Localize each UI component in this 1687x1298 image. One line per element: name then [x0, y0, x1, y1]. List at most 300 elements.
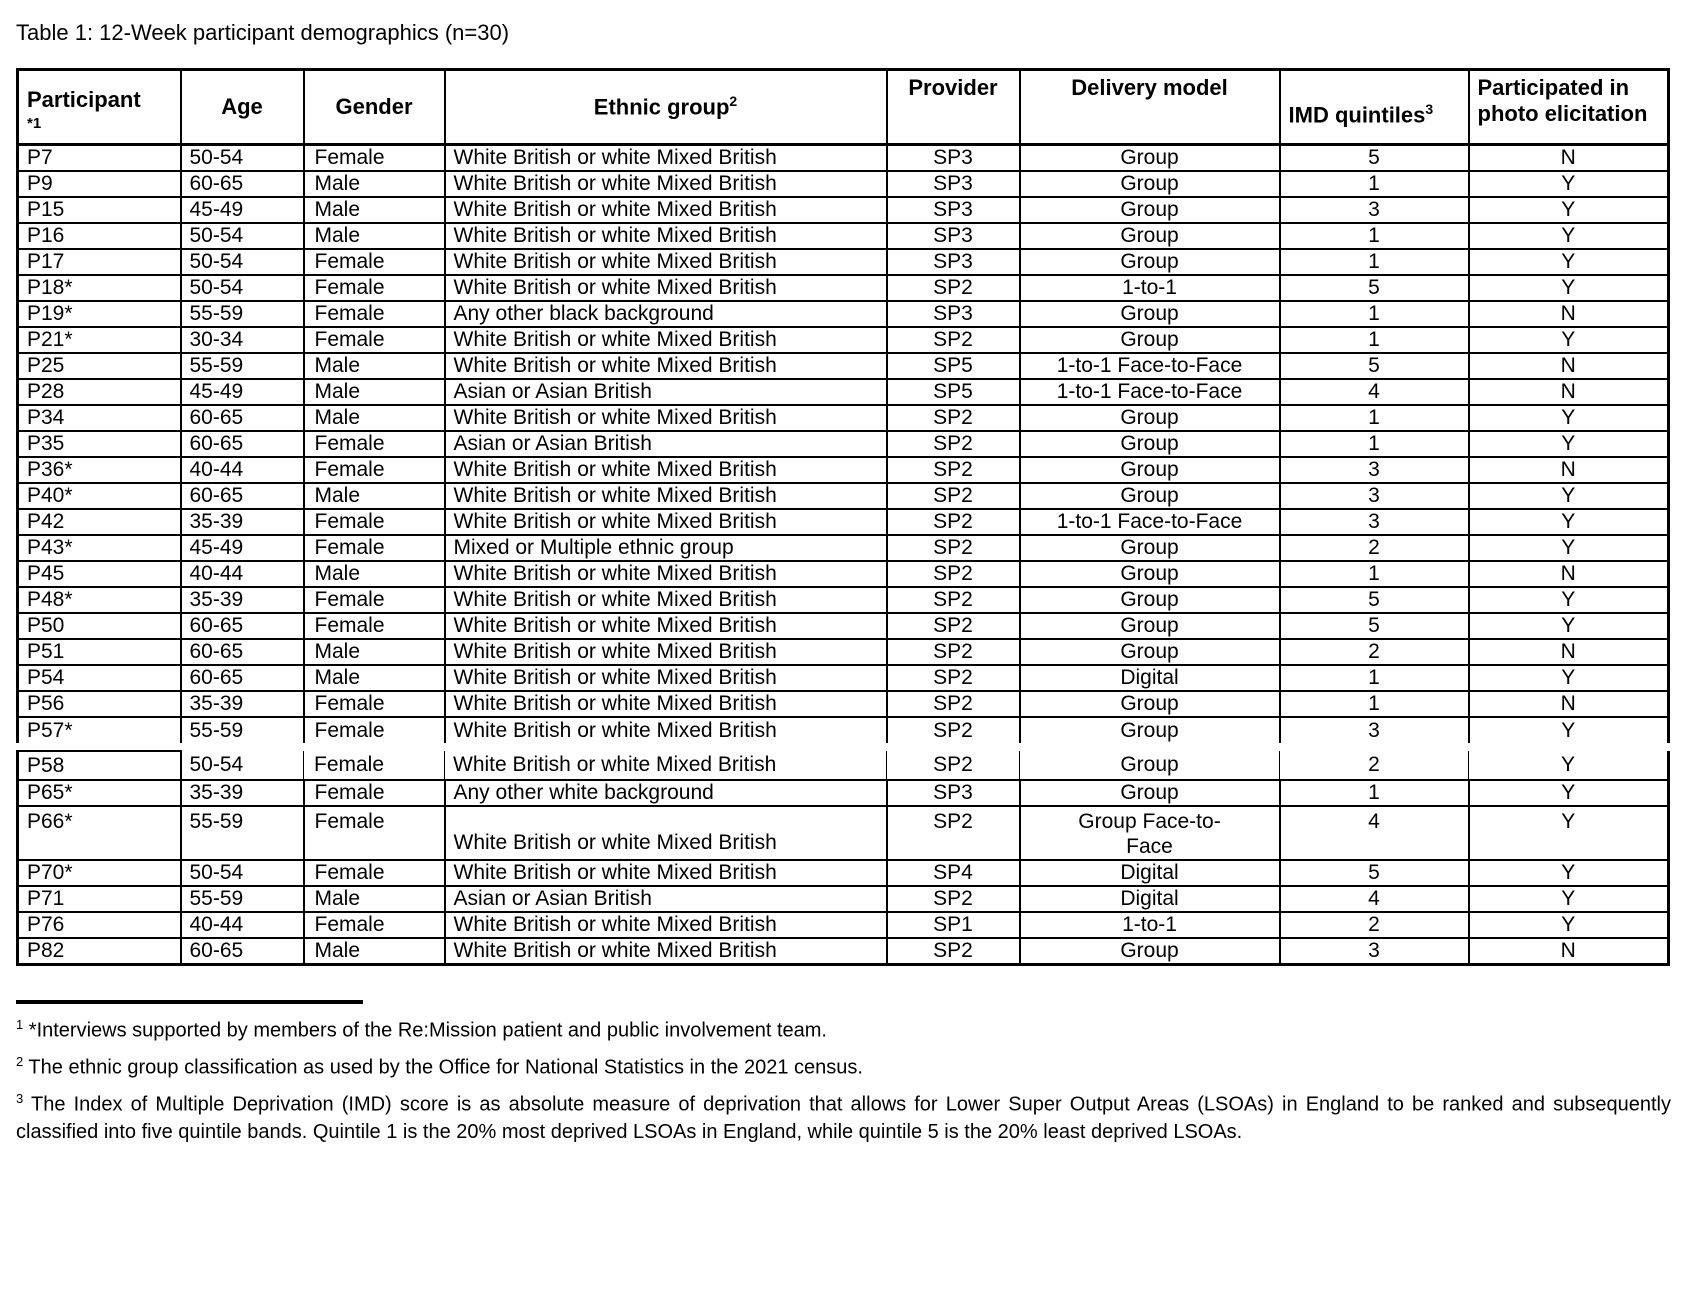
cell-ethnic: White British or white Mixed British: [445, 457, 887, 483]
col-header-note: *1: [27, 115, 42, 133]
cell-participant: P56: [18, 691, 181, 717]
cell-ethnic: White British or white Mixed British: [445, 587, 887, 613]
cell-photo: Y: [1469, 780, 1669, 806]
cell-imd: 1: [1280, 301, 1469, 327]
cell-gender: Female: [304, 301, 445, 327]
cell-provider: SP2: [887, 561, 1020, 587]
cell-participant: P76: [18, 912, 181, 938]
cell-ethnic: White British or white Mixed British: [445, 938, 887, 965]
cell-gender: Male: [304, 197, 445, 223]
cell-participant: P35: [18, 431, 181, 457]
cell-photo: Y: [1469, 197, 1669, 223]
table-row: [18, 886, 1669, 912]
cell-provider: SP3: [887, 197, 1020, 223]
cell-ethnic: White British or white Mixed British: [445, 751, 887, 780]
cell-provider: SP2: [887, 665, 1020, 691]
cell-delivery: Group: [1020, 483, 1280, 509]
footnote: [16, 1053, 1671, 1081]
cell-provider: SP3: [887, 171, 1020, 197]
demographics-table-continued: [16, 750, 1670, 966]
col-header-label: Ethnic group: [593, 94, 730, 120]
cell-age: 60-65: [181, 483, 304, 509]
cell-imd: 1: [1280, 691, 1469, 717]
page-break-gap: [16, 743, 1671, 750]
cell-provider: SP4: [887, 860, 1020, 886]
cell-delivery: Digital: [1020, 886, 1280, 912]
cell-photo: N: [1469, 145, 1669, 172]
cell-gender: Female: [304, 431, 445, 457]
cell-ethnic: White British or white Mixed British: [445, 353, 887, 379]
cell-provider: SP2: [887, 587, 1020, 613]
cell-ethnic: White British or white Mixed British: [445, 405, 887, 431]
cell-imd: 2: [1280, 535, 1469, 561]
cell-ethnic: White British or white Mixed British: [445, 806, 887, 860]
cell-ethnic: Any other white background: [445, 780, 887, 806]
cell-photo: Y: [1469, 483, 1669, 509]
cell-gender: Female: [304, 327, 445, 353]
cell-delivery: Group: [1020, 249, 1280, 275]
cell-participant: P25: [18, 353, 181, 379]
cell-imd: 1: [1280, 780, 1469, 806]
footnote: [16, 1016, 1671, 1044]
footnote: [16, 1090, 1671, 1144]
cell-gender: Female: [304, 509, 445, 535]
cell-gender: Male: [304, 561, 445, 587]
cell-age: 50-54: [181, 249, 304, 275]
cell-imd: 1: [1280, 249, 1469, 275]
cell-imd: 1: [1280, 171, 1469, 197]
col-header-label: Provider: [908, 75, 998, 100]
cell-age: 60-65: [181, 613, 304, 639]
cell-age: 60-65: [181, 431, 304, 457]
cell-gender: Male: [304, 379, 445, 405]
cell-imd: 1: [1280, 561, 1469, 587]
table-row: [18, 457, 1669, 483]
cell-delivery: Group: [1020, 223, 1280, 249]
table-row: [18, 780, 1669, 806]
cell-imd: 1: [1280, 405, 1469, 431]
cell-photo: Y: [1469, 665, 1669, 691]
cell-delivery: Group: [1020, 561, 1280, 587]
cell-ethnic: White British or white Mixed British: [445, 717, 887, 743]
cell-participant: P58: [18, 751, 181, 780]
col-header-footnote-ref: 2: [729, 93, 738, 110]
cell-participant: P36*: [18, 457, 181, 483]
cell-imd: 2: [1280, 912, 1469, 938]
cell-delivery: Group: [1020, 197, 1280, 223]
cell-age: 45-49: [181, 379, 304, 405]
cell-delivery: 1-to-1 Face-to-Face: [1020, 353, 1280, 379]
cell-provider: SP2: [887, 691, 1020, 717]
cell-photo: Y: [1469, 275, 1669, 301]
footnote-text: The ethnic group classification as used by the Office for National Statistics in the 2021 census.: [23, 1057, 863, 1080]
col-header-imd: [1280, 70, 1469, 145]
cell-photo: Y: [1469, 806, 1669, 860]
cell-delivery: Group: [1020, 327, 1280, 353]
cell-age: 55-59: [181, 717, 304, 743]
cell-provider: SP5: [887, 379, 1020, 405]
cell-imd: 3: [1280, 938, 1469, 965]
cell-participant: P7: [18, 145, 181, 172]
cell-ethnic: White British or white Mixed British: [445, 145, 887, 172]
cell-age: 40-44: [181, 457, 304, 483]
cell-participant: P17: [18, 249, 181, 275]
cell-participant: P15: [18, 197, 181, 223]
cell-imd: 5: [1280, 613, 1469, 639]
cell-provider: SP2: [887, 751, 1020, 780]
col-header-delivery: [1020, 70, 1280, 145]
cell-ethnic: Asian or Asian British: [445, 379, 887, 405]
cell-photo: Y: [1469, 327, 1669, 353]
cell-participant: P50: [18, 613, 181, 639]
cell-delivery: Group: [1020, 431, 1280, 457]
cell-participant: P66*: [18, 806, 181, 860]
cell-provider: SP2: [887, 405, 1020, 431]
cell-age: 45-49: [181, 535, 304, 561]
cell-age: 40-44: [181, 912, 304, 938]
cell-participant: P71: [18, 886, 181, 912]
cell-delivery: Group: [1020, 780, 1280, 806]
cell-participant: P51: [18, 639, 181, 665]
cell-age: 60-65: [181, 405, 304, 431]
demographics-table: [16, 68, 1670, 743]
col-header-photo: [1469, 70, 1669, 145]
table-row: [18, 613, 1669, 639]
cell-age: 55-59: [181, 301, 304, 327]
cell-imd: 3: [1280, 509, 1469, 535]
cell-gender: Male: [304, 171, 445, 197]
cell-gender: Female: [304, 535, 445, 561]
table-row: [18, 197, 1669, 223]
cell-delivery: Group: [1020, 751, 1280, 780]
footnote-separator: [16, 1000, 363, 1004]
cell-imd: 1: [1280, 431, 1469, 457]
cell-ethnic: White British or white Mixed British: [445, 171, 887, 197]
col-header-label: IMD quintiles: [1288, 102, 1426, 128]
table-row: [18, 301, 1669, 327]
cell-imd: 3: [1280, 717, 1469, 743]
table-row: [18, 249, 1669, 275]
cell-delivery: Group: [1020, 613, 1280, 639]
cell-age: 50-54: [181, 145, 304, 172]
footnote-marker: 2: [16, 1054, 24, 1070]
cell-photo: Y: [1469, 717, 1669, 743]
col-header-participant: [18, 70, 181, 145]
table-row: [18, 639, 1669, 665]
cell-participant: P65*: [18, 780, 181, 806]
col-header-label: Participant: [27, 87, 141, 112]
cell-ethnic: White British or white Mixed British: [445, 223, 887, 249]
cell-participant: P45: [18, 561, 181, 587]
cell-participant: P21*: [18, 327, 181, 353]
cell-gender: Male: [304, 353, 445, 379]
cell-gender: Female: [304, 275, 445, 301]
cell-participant: P34: [18, 405, 181, 431]
cell-age: 45-49: [181, 197, 304, 223]
cell-ethnic: White British or white Mixed British: [445, 275, 887, 301]
cell-delivery: Group: [1020, 717, 1280, 743]
col-header-gender: [304, 70, 445, 145]
table-caption: Table 1: 12-Week participant demographics (n=30): [16, 20, 510, 45]
cell-gender: Female: [304, 691, 445, 717]
cell-imd: 1: [1280, 665, 1469, 691]
cell-photo: N: [1469, 639, 1669, 665]
cell-delivery: Group: [1020, 691, 1280, 717]
cell-delivery: Group: [1020, 938, 1280, 965]
col-header-footnote-ref: 3: [1425, 101, 1434, 118]
cell-gender: Female: [304, 912, 445, 938]
cell-gender: Female: [304, 751, 445, 780]
cell-provider: SP2: [887, 483, 1020, 509]
cell-ethnic: White British or white Mixed British: [445, 509, 887, 535]
cell-ethnic: Any other black background: [445, 301, 887, 327]
table-row: [18, 327, 1669, 353]
cell-photo: N: [1469, 561, 1669, 587]
cell-delivery: Group: [1020, 145, 1280, 172]
table-row: [18, 860, 1669, 886]
cell-provider: SP2: [887, 509, 1020, 535]
cell-photo: Y: [1469, 613, 1669, 639]
cell-delivery: Group: [1020, 639, 1280, 665]
cell-delivery: Group: [1020, 535, 1280, 561]
cell-age: 50-54: [181, 860, 304, 886]
cell-provider: SP2: [887, 639, 1020, 665]
cell-photo: Y: [1469, 860, 1669, 886]
cell-gender: Male: [304, 223, 445, 249]
cell-age: 40-44: [181, 561, 304, 587]
cell-imd: 4: [1280, 886, 1469, 912]
cell-provider: SP3: [887, 223, 1020, 249]
cell-ethnic: Mixed or Multiple ethnic group: [445, 535, 887, 561]
cell-provider: SP1: [887, 912, 1020, 938]
cell-age: 55-59: [181, 353, 304, 379]
table-row: [18, 717, 1669, 743]
col-header-provider: [887, 70, 1020, 145]
cell-age: 60-65: [181, 665, 304, 691]
cell-imd: 1: [1280, 327, 1469, 353]
table-row: [18, 751, 1669, 780]
cell-ethnic: White British or white Mixed British: [445, 860, 887, 886]
cell-gender: Male: [304, 483, 445, 509]
cell-ethnic: White British or white Mixed British: [445, 665, 887, 691]
cell-participant: P70*: [18, 860, 181, 886]
cell-imd: 3: [1280, 197, 1469, 223]
cell-imd: 5: [1280, 353, 1469, 379]
cell-photo: Y: [1469, 249, 1669, 275]
footnote-text: *Interviews supported by members of the Re:Mission patient and public involvement team.: [23, 1020, 827, 1043]
col-header-label: Gender: [335, 93, 413, 119]
cell-delivery: 1-to-1 Face-to-Face: [1020, 509, 1280, 535]
table-row: [18, 561, 1669, 587]
cell-ethnic: White British or white Mixed British: [445, 249, 887, 275]
cell-photo: N: [1469, 691, 1669, 717]
cell-provider: SP3: [887, 249, 1020, 275]
cell-photo: Y: [1469, 587, 1669, 613]
cell-photo: Y: [1469, 912, 1669, 938]
cell-gender: Female: [304, 249, 445, 275]
table-row: [18, 275, 1669, 301]
footnote-marker: 1: [16, 1017, 24, 1033]
table-row: [18, 353, 1669, 379]
cell-age: 50-54: [181, 223, 304, 249]
cell-photo: Y: [1469, 509, 1669, 535]
cell-participant: P9: [18, 171, 181, 197]
cell-age: 35-39: [181, 780, 304, 806]
cell-provider: SP2: [887, 457, 1020, 483]
cell-imd: 5: [1280, 145, 1469, 172]
cell-gender: Female: [304, 145, 445, 172]
cell-photo: Y: [1469, 431, 1669, 457]
cell-provider: SP2: [887, 535, 1020, 561]
cell-provider: SP3: [887, 301, 1020, 327]
cell-age: 60-65: [181, 938, 304, 965]
table-row: [18, 938, 1669, 965]
cell-provider: SP2: [887, 938, 1020, 965]
cell-photo: Y: [1469, 171, 1669, 197]
cell-delivery: 1-to-1: [1020, 275, 1280, 301]
cell-ethnic: Asian or Asian British: [445, 886, 887, 912]
cell-participant: P57*: [18, 717, 181, 743]
cell-gender: Female: [304, 717, 445, 743]
col-header-label: Age: [221, 93, 263, 119]
cell-imd: 3: [1280, 457, 1469, 483]
cell-ethnic: White British or white Mixed British: [445, 639, 887, 665]
col-header-ethnic: [445, 70, 887, 145]
table-row: [18, 509, 1669, 535]
cell-delivery: 1-to-1 Face-to-Face: [1020, 379, 1280, 405]
cell-gender: Male: [304, 405, 445, 431]
cell-gender: Male: [304, 639, 445, 665]
table-row: [18, 405, 1669, 431]
table-row: [18, 145, 1669, 172]
cell-delivery: 1-to-1: [1020, 912, 1280, 938]
cell-provider: SP2: [887, 327, 1020, 353]
cell-age: 60-65: [181, 639, 304, 665]
cell-imd: 1: [1280, 223, 1469, 249]
cell-imd: 4: [1280, 379, 1469, 405]
table-row: [18, 806, 1669, 860]
cell-provider: SP2: [887, 275, 1020, 301]
cell-age: 50-54: [181, 751, 304, 780]
table-row: [18, 379, 1669, 405]
table-row: [18, 223, 1669, 249]
cell-photo: N: [1469, 379, 1669, 405]
footnote-marker: 3: [16, 1091, 24, 1107]
cell-participant: P43*: [18, 535, 181, 561]
header-row: [18, 70, 1669, 145]
cell-gender: Male: [304, 938, 445, 965]
cell-provider: SP3: [887, 145, 1020, 172]
cell-provider: SP2: [887, 886, 1020, 912]
cell-ethnic: White British or white Mixed British: [445, 561, 887, 587]
cell-participant: P16: [18, 223, 181, 249]
cell-ethnic: Asian or Asian British: [445, 431, 887, 457]
cell-provider: SP2: [887, 613, 1020, 639]
cell-photo: Y: [1469, 751, 1669, 780]
cell-age: 60-65: [181, 171, 304, 197]
table-row: [18, 665, 1669, 691]
cell-imd: 2: [1280, 751, 1469, 780]
cell-gender: Male: [304, 665, 445, 691]
cell-photo: N: [1469, 353, 1669, 379]
cell-delivery: Group: [1020, 171, 1280, 197]
cell-ethnic: White British or white Mixed British: [445, 912, 887, 938]
cell-photo: Y: [1469, 886, 1669, 912]
cell-participant: P54: [18, 665, 181, 691]
cell-provider: SP5: [887, 353, 1020, 379]
cell-photo: Y: [1469, 223, 1669, 249]
cell-ethnic: White British or white Mixed British: [445, 327, 887, 353]
cell-delivery: Digital: [1020, 665, 1280, 691]
cell-provider: SP2: [887, 717, 1020, 743]
cell-gender: Female: [304, 613, 445, 639]
cell-age: 35-39: [181, 691, 304, 717]
cell-participant: P18*: [18, 275, 181, 301]
cell-delivery: Group: [1020, 405, 1280, 431]
cell-participant: P42: [18, 509, 181, 535]
cell-imd: 5: [1280, 275, 1469, 301]
cell-gender: Female: [304, 587, 445, 613]
table-row: [18, 431, 1669, 457]
cell-photo: N: [1469, 938, 1669, 965]
table-row: [18, 691, 1669, 717]
cell-delivery: Digital: [1020, 860, 1280, 886]
cell-age: 35-39: [181, 587, 304, 613]
cell-provider: SP2: [887, 431, 1020, 457]
cell-provider: SP3: [887, 780, 1020, 806]
cell-participant: P19*: [18, 301, 181, 327]
cell-delivery: Group: [1020, 587, 1280, 613]
cell-delivery: Group: [1020, 301, 1280, 327]
col-header-age: [181, 70, 304, 145]
cell-age: 50-54: [181, 275, 304, 301]
cell-ethnic: White British or white Mixed British: [445, 613, 887, 639]
cell-imd: 3: [1280, 483, 1469, 509]
cell-participant: P82: [18, 938, 181, 965]
table-row: [18, 483, 1669, 509]
cell-photo: Y: [1469, 535, 1669, 561]
cell-participant: P28: [18, 379, 181, 405]
cell-imd: 2: [1280, 639, 1469, 665]
cell-gender: Female: [304, 860, 445, 886]
cell-participant: P40*: [18, 483, 181, 509]
cell-gender: Female: [304, 780, 445, 806]
col-header-label: Participated in photo elicitation: [1477, 75, 1648, 127]
cell-participant: P48*: [18, 587, 181, 613]
cell-age: 30-34: [181, 327, 304, 353]
cell-imd: 5: [1280, 587, 1469, 613]
cell-provider: SP2: [887, 806, 1020, 860]
table-row: [18, 535, 1669, 561]
table-row: [18, 171, 1669, 197]
cell-photo: Y: [1469, 405, 1669, 431]
cell-photo: N: [1469, 301, 1669, 327]
cell-photo: N: [1469, 457, 1669, 483]
cell-gender: Female: [304, 806, 445, 860]
footnote-text: The Index of Multiple Deprivation (IMD) score is as absolute measure of deprivation that allows for Lower Super Output Areas (LSOAs) in England to be ranked and subsequently classified into five quintile bands. Quintile 1 is the 20% most deprived LSOAs in England, while quintile 5 is the 20% least deprived LSOAs.: [16, 1094, 1671, 1143]
cell-imd: 4: [1280, 806, 1469, 860]
cell-ethnic: White British or white Mixed British: [445, 483, 887, 509]
col-header-label: Delivery model: [1071, 75, 1228, 100]
cell-gender: Male: [304, 886, 445, 912]
cell-ethnic: White British or white Mixed British: [445, 691, 887, 717]
cell-delivery: Group: [1020, 457, 1280, 483]
cell-imd: 5: [1280, 860, 1469, 886]
cell-gender: Female: [304, 457, 445, 483]
table-row: [18, 912, 1669, 938]
cell-ethnic: White British or white Mixed British: [445, 197, 887, 223]
cell-age: 55-59: [181, 886, 304, 912]
